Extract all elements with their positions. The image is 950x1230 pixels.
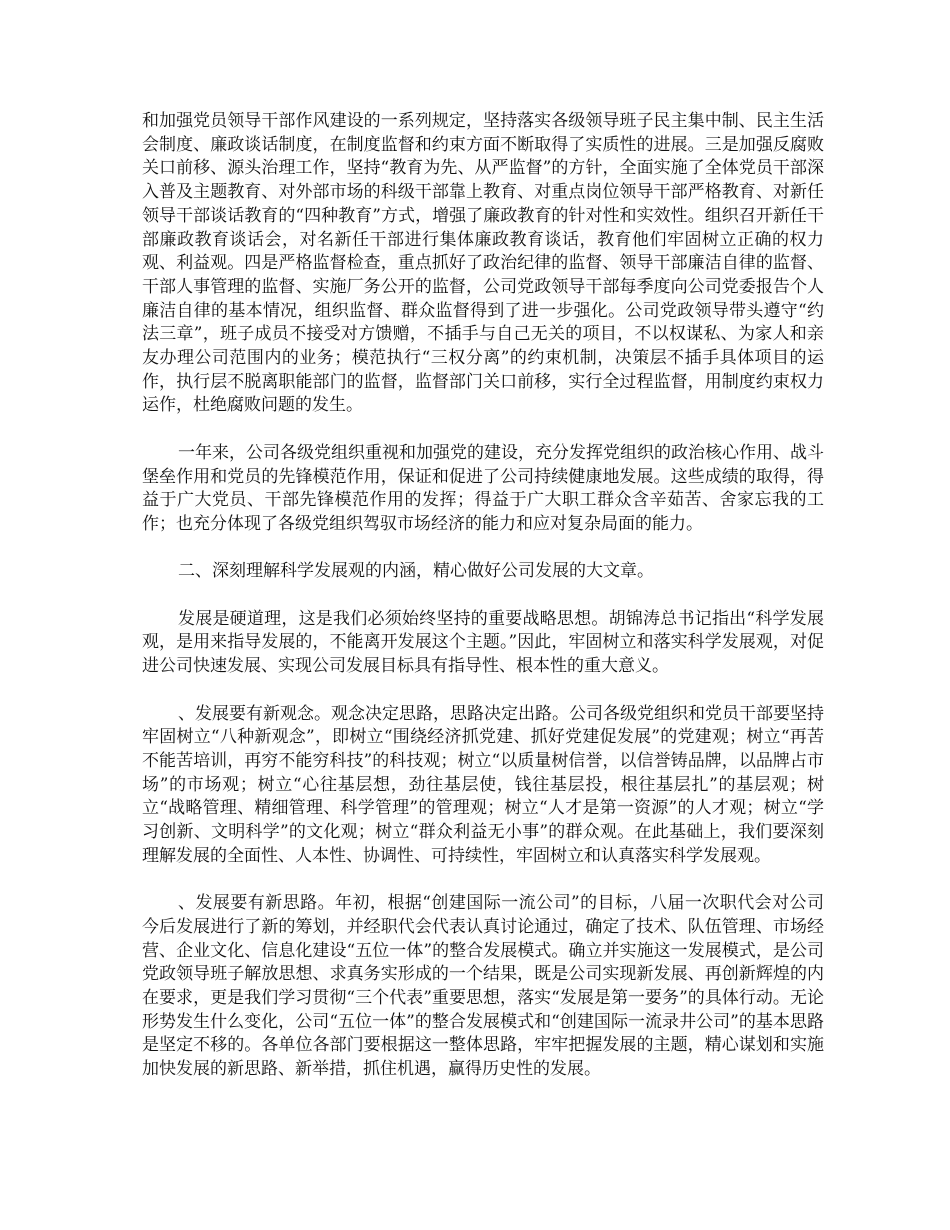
paragraph-development: 发展是硬道理，这是我们必须始终坚持的重要战略思想。胡锦涛总书记指出“科学发展观，是用来指导发展的，不能离开发展这个主题。”因此，牢固树立和落实科学发展观，对促进公司快速发展、实现公司发展目标具有指导性、根本性的重大意义。 (142, 608, 824, 677)
paragraph-continuation: 和加强党员领导干部作风建设的一系列规定，坚持落实各级领导班子民主集中制、民主生活会制度、廉政谈话制度，在制度监督和约束方面不断取得了实质性的进展。三是加强反腐败关口前移、源头治理工作，坚持“教育为先、从严监督”的方针，全面实施了全体党员干部深入普及主题教育、对外部市场的科级干部靠上教育、对重点岗位领导干部严格教育、对新任领导干部谈话教育的“四种教育”方式，增强了廉政教育的针对性和实效性。组织召开新任干部廉政教育谈话会，对名新任干部进行集体廉政教育谈话，教育他们牢固树立正确的权力观、利益观。四是严格监督检查，重点抓好了政治纪律的监督、领导干部廉洁自律的监督、干部人事管理的监督、实施厂务公开的监督，公司党政领导干部每季度向公司党委报告个人廉洁自律的基本情况，组织监督、群众监督得到了进一步强化。公司党政领导带头遵守“约法三章”，班子成员不接受对方馈赠，不插手与自己无关的项目，不以权谋私、为家人和亲友办理公司范围内的业务；模范执行“三权分离”的约束机制，决策层不插手具体项目的运作，执行层不脱离职能部门的监督，监督部门关口前移，实行全过程监督，用制度约束权力运作，杜绝腐败问题的发生。 (142, 111, 824, 416)
paragraph-new-ideas: 、发展要有新思路。年初，根据“创建国际一流公司”的目标，八届一次职代会对公司今后发展进行了新的筹划，并经职代会代表认真讨论通过，确定了技术、队伍管理、市场经营、企业文化、信息化建设“五位一体”的整合发展模式。确立并实施这一发展模式，是公司党政领导班子解放思想、求真务实形成的一个结果，既是公司实现新发展、再创新辉煌的内在要求，更是我们学习贯彻“三个代表”重要思想，落实“发展是第一要务”的具体行动。无论形势发生什么变化，公司“五位一体”的整合发展模式和“创建国际一流录井公司”的基本思路是坚定不移的。各单位各部门要根据这一整体思路，牢牢把握发展的主题，精心谋划和实施加快发展的新思路、新举措，抓住机遇，赢得历史性的发展。 (142, 893, 824, 1080)
paragraph-new-concepts: 、发展要有新观念。观念决定思路，思路决定出路。公司各级党组织和党员干部要坚持牢固树立“八种新观念”，即树立“围绕经济抓党建、抓好党建促发展”的党建观；树立“再苦不能苦培训，再穷不能穷科技”的科技观；树立“以质量树信誉，以信誉铸品牌，以品牌占市场”的市场观；树立“心往基层想，劲往基层使，钱往基层投，根往基层扎”的基层观；树立“战略管理、精细管理、科学管理”的管理观；树立“人才是第一资源”的人才观；树立“学习创新、文明科学”的文化观；树立“群众利益无小事”的群众观。在此基础上，我们要深刻理解发展的全面性、人本性、协调性、可持续性，牢固树立和认真落实科学发展观。 (142, 703, 824, 866)
section-heading: 二、深刻理解科学发展观的内涵，精心做好公司发展的大文章。 (178, 561, 654, 582)
paragraph-summary: 一年来，公司各级党组织重视和加强党的建设，充分发挥党组织的政治核心作用、战斗堡垒作用和党员的先锋模范作用，保证和促进了公司持续健康地发展。这些成绩的取得，得益于广大党员、干部先锋模范作用的发挥；得益于广大职工群众含辛茹苦、舍家忘我的工作；也充分体现了各级党组织驾驭市场经济的能力和应对复杂局面的能力。 (142, 442, 824, 534)
document-page (142, 110, 824, 1105)
